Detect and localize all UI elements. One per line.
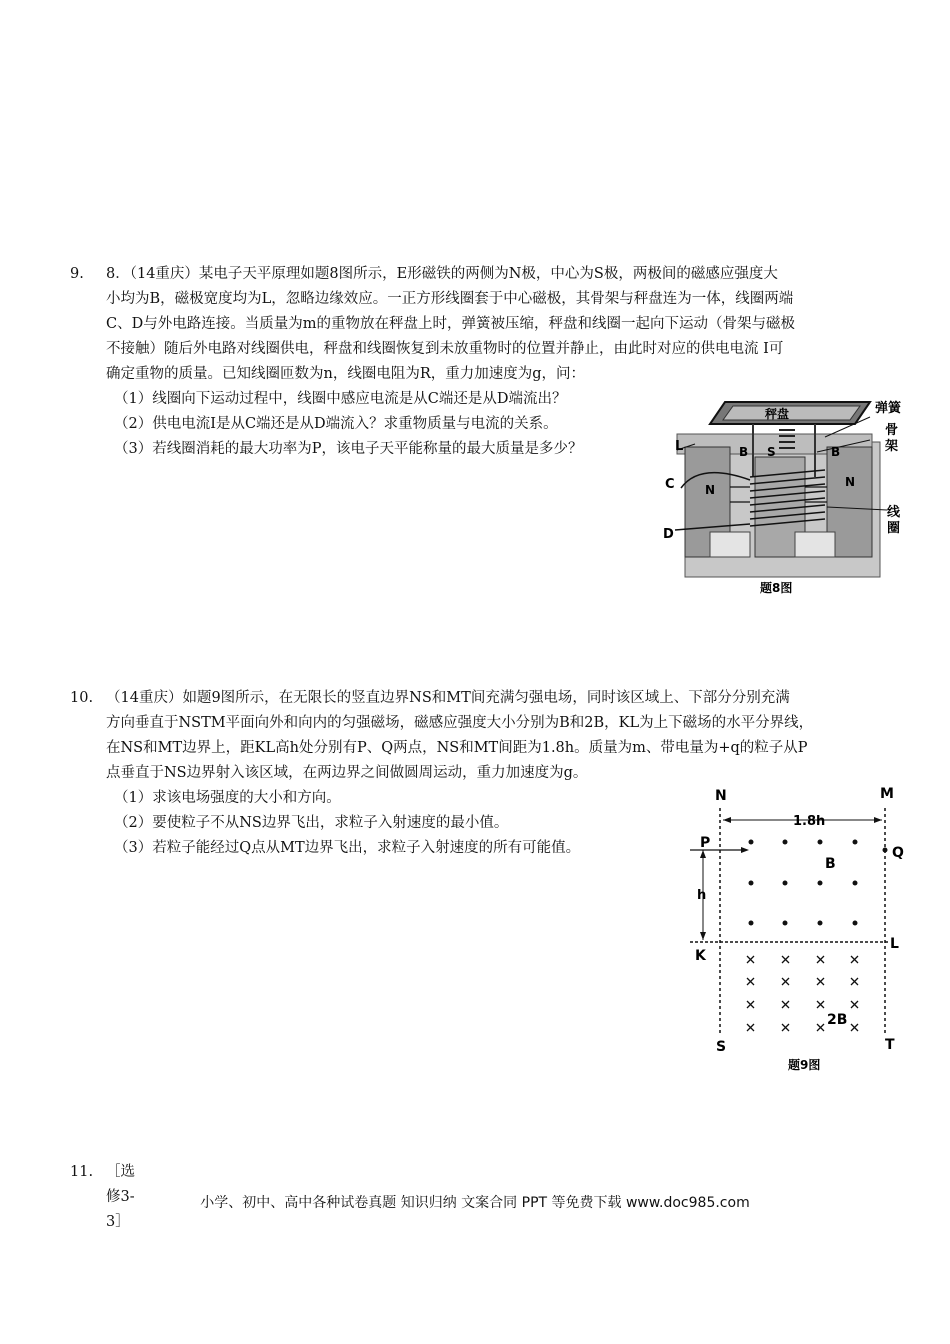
label-L: L (675, 439, 684, 454)
question-line: 点垂直于NS边界射入该区域，在两边界之间做圆周运动，重力加速度为g。 (106, 765, 588, 781)
label-K: K (695, 948, 706, 964)
question-number: 11. (70, 1164, 94, 1180)
sub-question-1: （1）求该电场强度的大小和方向。 (114, 790, 341, 806)
label-Q: Q (892, 845, 904, 861)
label-B: B (825, 856, 836, 872)
label-P: P (700, 835, 711, 851)
question-number: 9. (70, 266, 84, 282)
label-S: S (767, 445, 776, 459)
field-dots (749, 840, 888, 926)
label-B-right: B (831, 445, 841, 459)
page-footer: 小学、初中、高中各种试卷真题 知识归纳 文案合同 PPT 等免费下载 www.doc985.com (200, 1195, 750, 1211)
sub-question-3: （3）若粒子能经过Q点从MT边界飞出，求粒子入射速度的所有可能值。 (114, 840, 581, 856)
question-line: 不接触）随后外电路对线圈供电，秤盘和线圈恢复到未放重物时的位置并静止，由此时对应的供电电流 I可 (106, 341, 784, 357)
label-B-left: B (739, 445, 749, 459)
figure-9-caption: 题9图 (788, 1058, 821, 1072)
figure-9-field-region (685, 780, 915, 1075)
label-h: h (697, 888, 707, 903)
sub-question-2: （2）供电电流I是从C端还是从D端流入？求重物质量与电流的关系。 (114, 416, 558, 432)
label-N: N (715, 788, 727, 804)
question-number: 10. (70, 690, 94, 706)
label-spring: 弹簧 (875, 401, 902, 416)
label-coil-2: 圈 (887, 521, 901, 536)
label-T: T (885, 1037, 895, 1053)
question-line: （14重庆）如题9图所示，在无限长的竖直边界NS和MT间充满匀强电场，同时该区域上、下部分分别充满 (106, 690, 790, 706)
question-line: C、D与外电路连接。当质量为m的重物放在秤盘上时，弹簧被压缩，秤盘和线圈一起向下运动（骨架与磁极 (106, 316, 795, 332)
question-line: 小均为B，磁极宽度均为L，忽略边缘效应。一正方形线圈套于中心磁极，其骨架与秤盘连为一体，线圈两端 (106, 291, 794, 307)
label-C: C (665, 477, 675, 492)
label-2B: 2B (827, 1012, 848, 1028)
question-title: ［选修3-3］ (106, 1164, 135, 1230)
question-line: 方向垂直于NSTM平面向外和向内的匀强磁场，磁感应强度大小分别为B和2B，KL为上下磁场的水平分界线， (106, 715, 814, 731)
sub-question-2: （2）要使粒子不从NS边界飞出，求粒子入射速度的最小值。 (114, 815, 509, 831)
label-frame-1: 骨 (885, 423, 899, 438)
question-line: 8．（14重庆）某电子天平原理如题8图所示，E形磁铁的两侧为N极，中心为S极，两极间的磁感应强度大 (106, 266, 778, 282)
label-M: M (880, 786, 894, 802)
question-line: 在NS和MT边界上，距KL高h处分别有P、Q两点，NS和MT间距为1.8h。质量为m、带电量为+q的粒子从P (106, 740, 808, 756)
label-N-left: N (705, 483, 716, 497)
label-width: 1.8h (793, 814, 826, 829)
label-S: S (716, 1039, 727, 1055)
label-coil-1: 线 (887, 505, 901, 520)
figure-8-electronic-balance (655, 392, 910, 602)
sub-question-3: （3）若线圈消耗的最大功率为P，该电子天平能称量的最大质量是多少？ (114, 441, 583, 457)
label-D: D (663, 527, 674, 542)
label-N-right: N (845, 475, 856, 489)
label-L: L (890, 936, 899, 952)
question-line: 确定重物的质量。已知线圈匝数为n，线圈电阻为R，重力加速度为g，问： (106, 366, 586, 382)
sub-question-1: （1）线圈向下运动过程中，线圈中感应电流是从C端还是从D端流出？ (114, 391, 567, 407)
figure-8-caption: 题8图 (760, 581, 793, 595)
label-frame-2: 架 (885, 439, 899, 454)
label-pan: 秤盘 (765, 407, 790, 421)
